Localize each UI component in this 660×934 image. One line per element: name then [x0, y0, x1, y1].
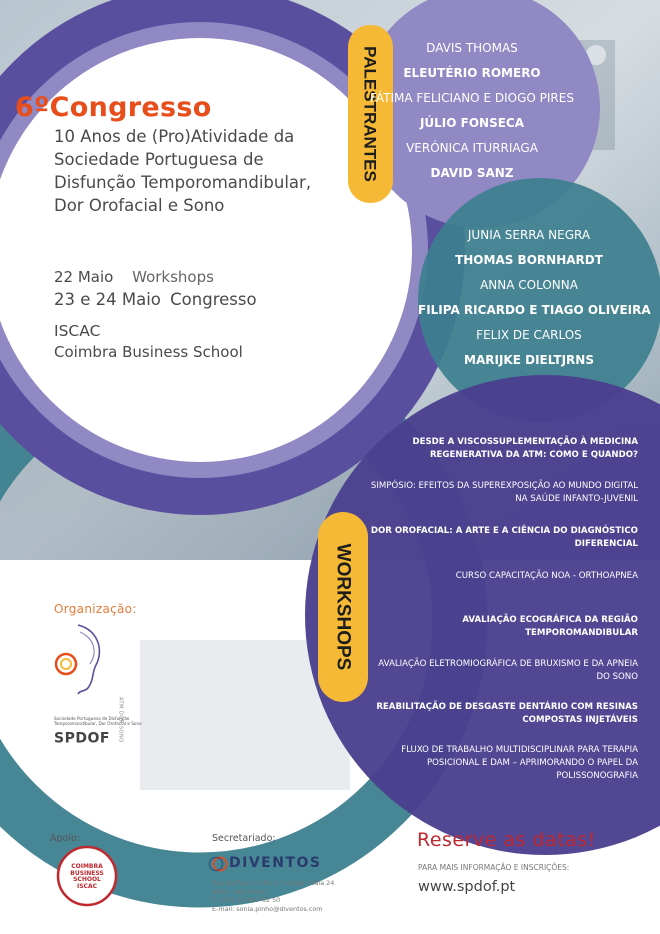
workshop-item — [368, 614, 638, 640]
spdof-logo-text: SPDOF — [54, 730, 110, 747]
speaker-name: FELIX DE CARLOS — [476, 328, 582, 342]
speaker-name: DAVID SANZ — [430, 166, 514, 180]
workshop-item — [348, 658, 638, 684]
workshop-line: AVALIAÇÃO ECOGRÁFICA DA REGIÃO — [462, 615, 638, 625]
workshop-line: POLISSONOGRAFIA — [556, 771, 638, 781]
spdof-logo-vertical: ATM DOR SONO — [117, 697, 124, 743]
workshop-line: DIFERENCIAL — [574, 539, 638, 549]
workshop-item — [338, 480, 638, 506]
workshop-item — [368, 744, 638, 783]
workshop-line: NA SAÚDE INFANTO-JUVENIL — [515, 494, 638, 504]
workshop-line: REABILITAÇÃO DE DESGASTE DENTÁRIO COM RESINAS — [376, 702, 638, 712]
secretariat-address — [212, 879, 382, 913]
workshop-item — [368, 436, 638, 462]
speaker-name: VERÓNICA ITURRIAGA — [406, 141, 538, 155]
spdof-logo-subtitle: Sociedade Portuguesa de Disfunção Temporomandibular, Dor Orofacial e Sono — [54, 716, 142, 726]
speaker-name: ANNA COLONNA — [480, 278, 578, 292]
diventos-logo-text: DIVENTOS — [229, 855, 322, 871]
workshop-line: SIMPÓSIO: EFEITOS DA SUPEREXPOSIÇÃO AO MUNDO DIGITAL — [370, 481, 638, 491]
workshop-item — [368, 701, 638, 727]
workshop-line: DO SONO — [596, 672, 638, 682]
date-workshops: 22 Maio — [54, 268, 114, 286]
date-line-congress — [54, 290, 257, 309]
address-line: 4050 - 461 Porto — [212, 887, 266, 896]
workshops-label: WORKSHOPS — [332, 543, 354, 671]
workshop-line: DOR OROFACIAL: A ARTE E A CIÊNCIA DO DIAGNÓSTICO — [370, 526, 638, 536]
speaker-name: THOMAS BORNHARDT — [455, 253, 603, 267]
congress-title: 6ºCongresso — [15, 92, 212, 123]
venue-school: Coimbra Business School — [54, 343, 243, 361]
address-line: Rua da Paz, n.º 66, 2.º andar - Sala 24 — [212, 879, 335, 887]
speaker-name: FILIPA RICARDO E TIAGO OLIVEIRA — [418, 303, 651, 317]
workshop-item — [368, 525, 638, 551]
palestrantes-label: PALESTRANTES — [360, 46, 380, 182]
website-link[interactable]: www.spdof.pt — [418, 879, 516, 895]
speaker-name: JÚLIO FONSECA — [419, 116, 525, 130]
workshop-item — [368, 570, 638, 583]
date-congress: 23 e 24 Maio — [54, 290, 161, 309]
workshop-line: CURSO CAPACITAÇÃO NOA - ORTHOAPNEA — [455, 571, 638, 581]
support-label: Apoio: — [50, 833, 80, 844]
workshop-line: FLUXO DE TRABALHO MULTIDISCIPLINAR PARA TERAPIA — [401, 745, 638, 755]
info-registration-label: PARA MAIS INFORMAÇÃO E INSCRIÇÕES: — [418, 863, 570, 872]
speaker-name: ELEUTÉRIO ROMERO — [403, 66, 541, 80]
congress-subtitle: 10 Anos de (Pro)Atividade da Sociedade Portuguesa de Disfunção Temporomandibular, Dor Orofacial e Sono — [54, 127, 312, 215]
speaker-name: DAVIS THOMAS — [426, 41, 518, 55]
workshop-line: COMPOSTAS INJETÁVEIS — [522, 715, 638, 725]
workshop-line: AVALIAÇÃO ELETROMIOGRÁFICA DE BRUXISMO E DA APNEIA — [378, 659, 638, 669]
event-workshops: Workshops — [132, 268, 214, 286]
speaker-name: JUNIA SERRA NEGRA — [467, 228, 591, 242]
address-line: T +351 22 607 62 50 — [212, 896, 281, 905]
workshop-line: POSICIONAL E DAM – APRIMORANDO O PAPEL DA — [426, 758, 638, 768]
workshop-line: REGENERATIVA DA ATM: COMO E QUANDO? — [429, 450, 638, 460]
date-line-workshops — [54, 268, 214, 286]
speaker-name: MARIJKE DIELTJRNS — [464, 353, 594, 367]
coimbra-business-school-logo-text: COIMBRA BUSINESS SCHOOL ISCAC — [70, 863, 104, 890]
workshop-line: TEMPOROMANDIBULAR — [525, 628, 638, 638]
event-congress: Congresso — [170, 290, 257, 309]
speaker-name: FÁTIMA FELICIANO E DIOGO PIRES — [370, 91, 574, 105]
organization-label: Organização: — [54, 602, 137, 616]
secretariat-label: Secretariado: — [212, 833, 276, 844]
workshop-line: DESDE A VISCOSSUPLEMENTAÇÃO À MEDICINA — [412, 437, 638, 447]
address-line: E-mail: sonia.pinho@diventos.com — [212, 904, 323, 913]
reserve-dates-title: Reserve as datas! — [417, 829, 596, 851]
venue-name: ISCAC — [54, 322, 101, 340]
